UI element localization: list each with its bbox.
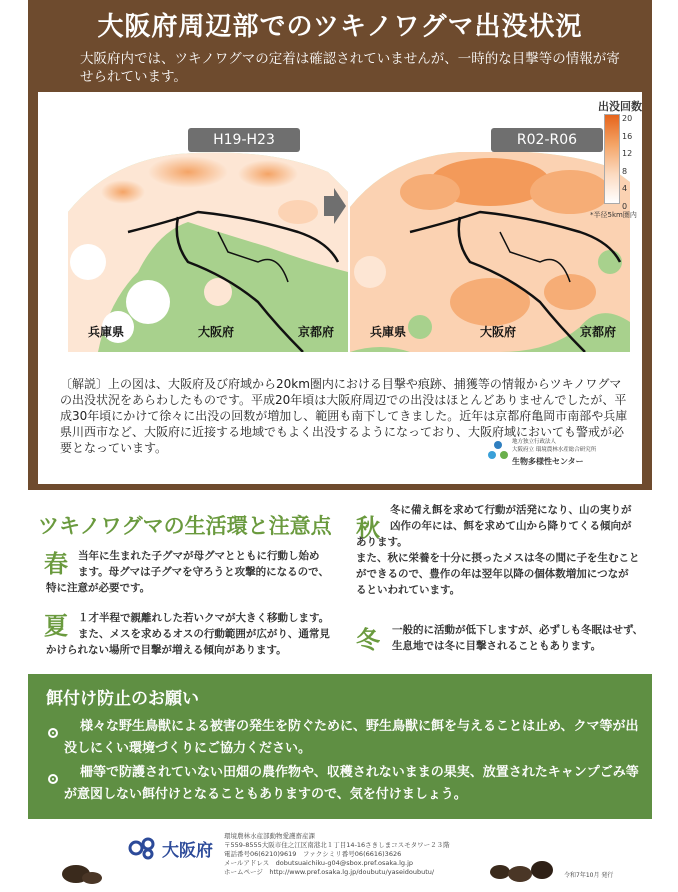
map-left [68,152,348,352]
region-label-kyoto-left: 京都府 [298,325,335,339]
page-title: 大阪府周辺部でのツキノワグマ出没状況 [97,12,583,42]
legend-tick: 8 [622,166,628,176]
text-line: ができるので、豊作の年は翌年以降の個体数増加につなが [356,568,629,580]
footer-line: ホームページ http://www.pref.osaka.lg.jp/doubutu/yaseidoubutu/ [224,868,435,876]
text-line: 様々な野生鳥獣による被害の発生を防ぐために、野生鳥獣に餌を与えることは止め、クマ等が出 [80,719,639,734]
text-line: また、秋に栄養を十分に摂ったメスは冬の間に子を生むこと [356,552,640,564]
season-summer-label: 夏 [44,612,68,640]
bear-droppings-icon [56,856,116,886]
footer-line: 〒559-8555大阪市住之江区南港北１丁目14-16さきしまコスモタワー２３階 [224,841,450,849]
map-label-left: H19-H23 [188,128,300,152]
map-label-right: R02-R06 [491,128,603,152]
season-spring-label: 春 [44,550,68,578]
footer-line: メールアドレス dobutsuaichiku-g04@sbox.pref.osaka.lg.jp [224,859,414,867]
season-summer-text [46,610,346,658]
legend-tick: 4 [622,184,628,194]
map-right [350,152,630,352]
region-label-osaka-right: 大阪府 [480,325,517,339]
text-line: 一般的に活動が低下しますが、必ずしも冬眠はせず、 [392,624,644,636]
season-winter-text [392,622,652,654]
season-autumn-label: 秋 [356,514,380,542]
footer-contact [224,832,450,877]
institute-line: 大阪府立 環境農林水産総合研究所 [512,447,597,453]
text-line: あります。 [356,536,408,548]
text-line: が意図しない餌付けとなることもありますので、気を付けましょう。 [64,787,467,802]
text-line: 没しにくい環境づくりにご協力ください。 [64,741,312,756]
institute-name: 生物多様性センター [512,457,584,466]
map-panel [38,92,642,484]
text-line: 凶作の年には、餌を求めて山から降りてくる傾向が [390,520,632,532]
arrow-right-icon [324,188,346,224]
season-autumn-text [356,502,646,598]
text-line: ます。母グマは子グマを守ろうと攻撃的になるので、 [78,566,329,578]
legend-tick: 16 [622,131,633,141]
legend-tick: 12 [622,149,633,159]
legend-note: *半径5km圏内 [590,211,637,219]
text-line: また、メスを求めるオスの行動範囲が広がり、通常見 [78,628,330,640]
footer-line: 環境農林水産部動物愛護畜産課 [224,832,315,840]
text-line: かけられない場所で目撃が増える傾向があります。 [46,644,287,656]
season-winter-label: 冬 [356,626,380,654]
legend-color-bar [604,114,620,204]
region-label-kyoto-right: 京都府 [580,325,617,339]
footer [0,820,678,892]
seasons-title: ツキノワグマの生活環と注意点 [38,514,332,538]
institute-small-text [512,438,596,454]
lead-text: 大阪府内では、ツキノワグマの定着は確認されていませんが、一時的な目撃等の情報が寄せられています。 [80,51,620,85]
region-label-hyogo-right: 兵庫県 [370,325,407,339]
bullet-icon [48,774,58,784]
text-line: １才半程で親離れした若いクマが大きく移動します。 [78,612,330,624]
text-line: 冬に備え餌を求めて行動が活発になり、山の実りが [390,504,632,516]
season-spring-text [46,548,346,596]
request-item-1 [64,716,640,760]
request-item-2 [64,762,640,806]
request-title: 餌付け防止のお願い [46,689,199,709]
header-section [28,0,652,490]
legend-tick: 20 [622,114,633,123]
text-line: 特に注意が必要です。 [46,582,151,594]
text-line: 柵等で防護されていない田畑の農作物や、収穫されないままの果実、放置されたキャンプごみ等 [80,765,639,780]
legend-ticks [622,110,632,216]
pref-name: 大阪府 [162,841,213,861]
region-label-osaka-left: 大阪府 [198,325,235,339]
region-label-hyogo-left: 兵庫県 [88,325,125,339]
issue-date: 令和7年10月 発行 [564,872,614,879]
text-line: るといわれています。 [356,584,461,596]
bear-droppings-icon [486,854,556,884]
text-line: 生息地では冬に目撃されることもあります。 [392,640,602,652]
legend-tick: 0 [622,201,628,211]
institute-line: 地方独立行政法人 [512,439,557,445]
bullet-icon [48,728,58,738]
explanation-text: 〔解説〕上の図は、大阪府及び府域から20km圏内における目撃や痕跡、捕獲等の情報からツキノワグマの出没状況をあらわしたものです。平成20年頃は大阪府周辺での出没はほとんどありませんでしたが、平成30年頃にかけて徐々に出没の回数が増加し、範囲も南下してきました。近年は京都府亀岡市南部や兵庫県川西市など、大阪府に近接する地域でもよく出没するようになっており、大阪府域においても警戒が必要となっています。 [60,377,628,455]
feeding-prevention-box [28,674,652,819]
osaka-pref-logo-icon [128,836,160,860]
legend-title: 出没回数 [598,100,642,113]
text-line: 当年に生まれた子グマが母グマとともに行動し始め [78,550,320,562]
footer-line: 電話番号06(6210)9619 ファクシミリ番号06(6616)3626 [224,850,402,858]
institute-logo-icon [488,440,508,462]
